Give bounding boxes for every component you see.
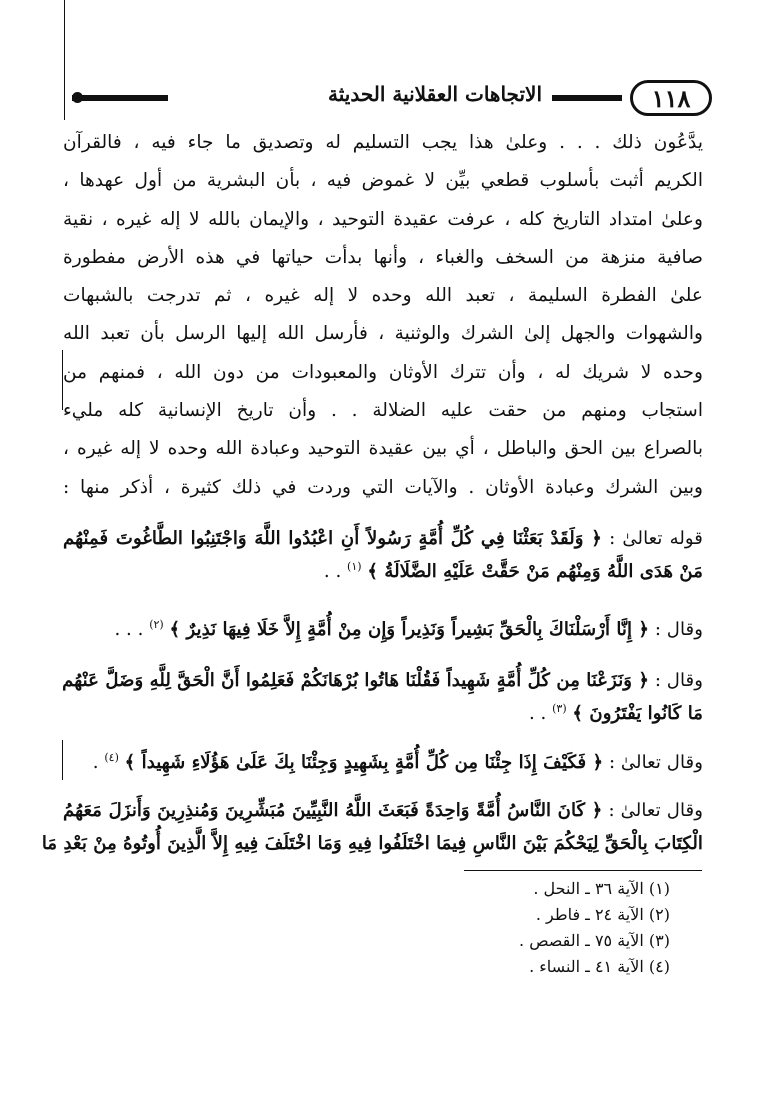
quran-quote-3: [63, 664, 703, 730]
running-title: الاتجاهات العقلانية الحديثة: [328, 82, 542, 106]
text-line: وبين الشرك وعبادة الأوثان . والآيات التي وردت في ذلك كثيرة ، أذكر منها :: [63, 476, 703, 498]
quote-line: [63, 664, 703, 697]
quote-trail: .: [92, 752, 99, 773]
page-header: [72, 80, 712, 120]
page-number: ١١٨: [630, 80, 712, 116]
quote-line: [63, 746, 703, 779]
quote-trail: . .: [323, 561, 342, 582]
header-rule: [552, 95, 622, 101]
text-line: وحده لا شريك له ، وأن تترك الأوثان والمعبودات من دون الله ، فمنهم من: [63, 361, 703, 383]
text-line: الكريم أثبت بأسلوب قطعي بيِّن لا غموض فيه ، بأن البشرية من أول عهدها ،: [63, 170, 703, 192]
quote-line: [41, 827, 703, 860]
footnote: (٢) الآية ٢٤ ـ فاطر .: [535, 905, 670, 924]
quote-intro: وقال :: [654, 670, 703, 691]
quran-verse: ﴿ وَنَزَعْنَا مِن كُلِّ أُمَّةٍ شَهِيداً فَقُلْنَا هَاتُوا بُرْهَانَكُمْ فَعَلِمُوا أَنَّ الْحَقَّ لِلَّهِ وَضَلَّ عَنْهُم: [62, 670, 650, 691]
quote-trail: . .: [528, 703, 547, 724]
body-paragraph: [63, 124, 703, 507]
footnote-ref: (٢): [149, 617, 164, 631]
footnote-ref: (٤): [104, 750, 119, 764]
text-line: يدَّعُون ذلك . . . وعلىٰ هذا يجب التسليم له وتصديق ما جاء فيه ، فالقرآن: [63, 132, 703, 153]
footnote: (٣) الآية ٧٥ ـ القصص .: [519, 931, 670, 950]
text-line: بالصراع بين الحق والباطل ، أي بين عقيدة التوحيد وعبادة الله وحده لا إله غيره ،: [63, 438, 703, 460]
quran-verse: الْكِتَابَ بِالْحَقِّ لِيَحْكُمَ بَيْنَ النَّاسِ فِيمَا اخْتَلَفُوا فِيهِ وَمَا اخْتَلَفَ فِيهِ إِلاَّ الَّذِينَ أُوتُوهُ مِنْ بَعْدِ مَا: [41, 833, 703, 854]
quran-verse: مَا كَانُوا يَفْتَرُونَ ﴾: [572, 703, 703, 724]
scan-margin-line: [64, 0, 65, 120]
quran-verse: ﴿ إِنَّا أَرْسَلْنَاكَ بِالْحَقِّ بَشِيراً وَنَذِيراً وَإِن مِنْ أُمَّةٍ إِلاَّ خَلَا فِيهَا نَذِيرٌ ﴾: [169, 619, 650, 640]
header-rule: [72, 95, 168, 101]
text-line: صافية منزهة من السخف والغباء ، وأنها بدأت حياتها في هذه الأرض مفطورة: [63, 246, 703, 268]
quran-verse: ﴿ وَلَقَدْ بَعَثْنَا فِي كُلِّ أُمَّةٍ رَسُولاً أَنِ اعْبُدُوا اللَّهَ وَاجْتَنِبُوا الطَّاغُوتَ فَمِنْهُم: [63, 528, 602, 549]
quran-quote-5: [41, 794, 703, 860]
quote-intro: وقال تعالىٰ :: [608, 752, 703, 773]
quran-quote-4: [63, 746, 703, 779]
text-line: علىٰ الفطرة السليمة ، تعبد الله وحده لا إله غيره ، ثم تدرجت بالشبهات: [63, 285, 703, 307]
footnote: (٤) الآية ٤١ ـ النساء .: [529, 957, 670, 976]
text-line: وعلىٰ امتداد التاريخ كله ، عرفت عقيدة التوحيد ، والإيمان بالله لا إله غيره ، نقية: [63, 208, 703, 230]
footnote: (١) الآية ٣٦ ـ النحل .: [533, 879, 670, 898]
quran-verse: مَنْ هَدَى اللَّهُ وَمِنْهُم مَنْ حَقَّتْ عَلَيْهِ الضَّلَالَةُ ﴾: [367, 561, 703, 582]
footnote-ref: (١): [347, 559, 362, 573]
quran-verse: ﴿ فَكَيْفَ إِذَا جِئْنَا مِن كُلِّ أُمَّةٍ بِشَهِيدٍ وَجِئْنَا بِكَ عَلَىٰ هَؤُلَاءِ شَهِيداً ﴾: [124, 752, 604, 773]
footnotes: [370, 876, 670, 980]
quote-line: [63, 794, 703, 827]
text-line: استجاب ومنهم من حقت عليه الضلالة . . وأن تاريخ الإنسانية كله مليء: [63, 400, 703, 422]
footnote-ref: (٣): [552, 701, 567, 715]
quote-intro: وقال :: [654, 619, 703, 640]
header-dot: [72, 92, 83, 103]
quote-line: [63, 522, 703, 555]
quote-intro: وقال تعالىٰ :: [608, 800, 703, 821]
quote-line: [63, 613, 703, 646]
quran-quote-2: [63, 613, 703, 646]
quote-intro: قوله تعالىٰ :: [609, 528, 703, 549]
quran-verse: ﴿ كَانَ النَّاسُ أُمَّةً وَاحِدَةً فَبَعَثَ اللَّهُ النَّبِيِّينَ مُبَشِّرِينَ وَمُنذِرِينَ وَأَنزَلَ مَعَهُمُ: [63, 800, 603, 821]
footnote-separator: [464, 870, 702, 871]
quran-quote-1: [63, 522, 703, 588]
text-line: والشهوات والجهل إلىٰ الشرك والوثنية ، فأرسل الله إليها الرسل بأن تعبد الله: [63, 323, 703, 345]
quote-line: [63, 697, 703, 730]
quote-trail: . . .: [114, 619, 144, 640]
quote-line: [63, 555, 703, 588]
